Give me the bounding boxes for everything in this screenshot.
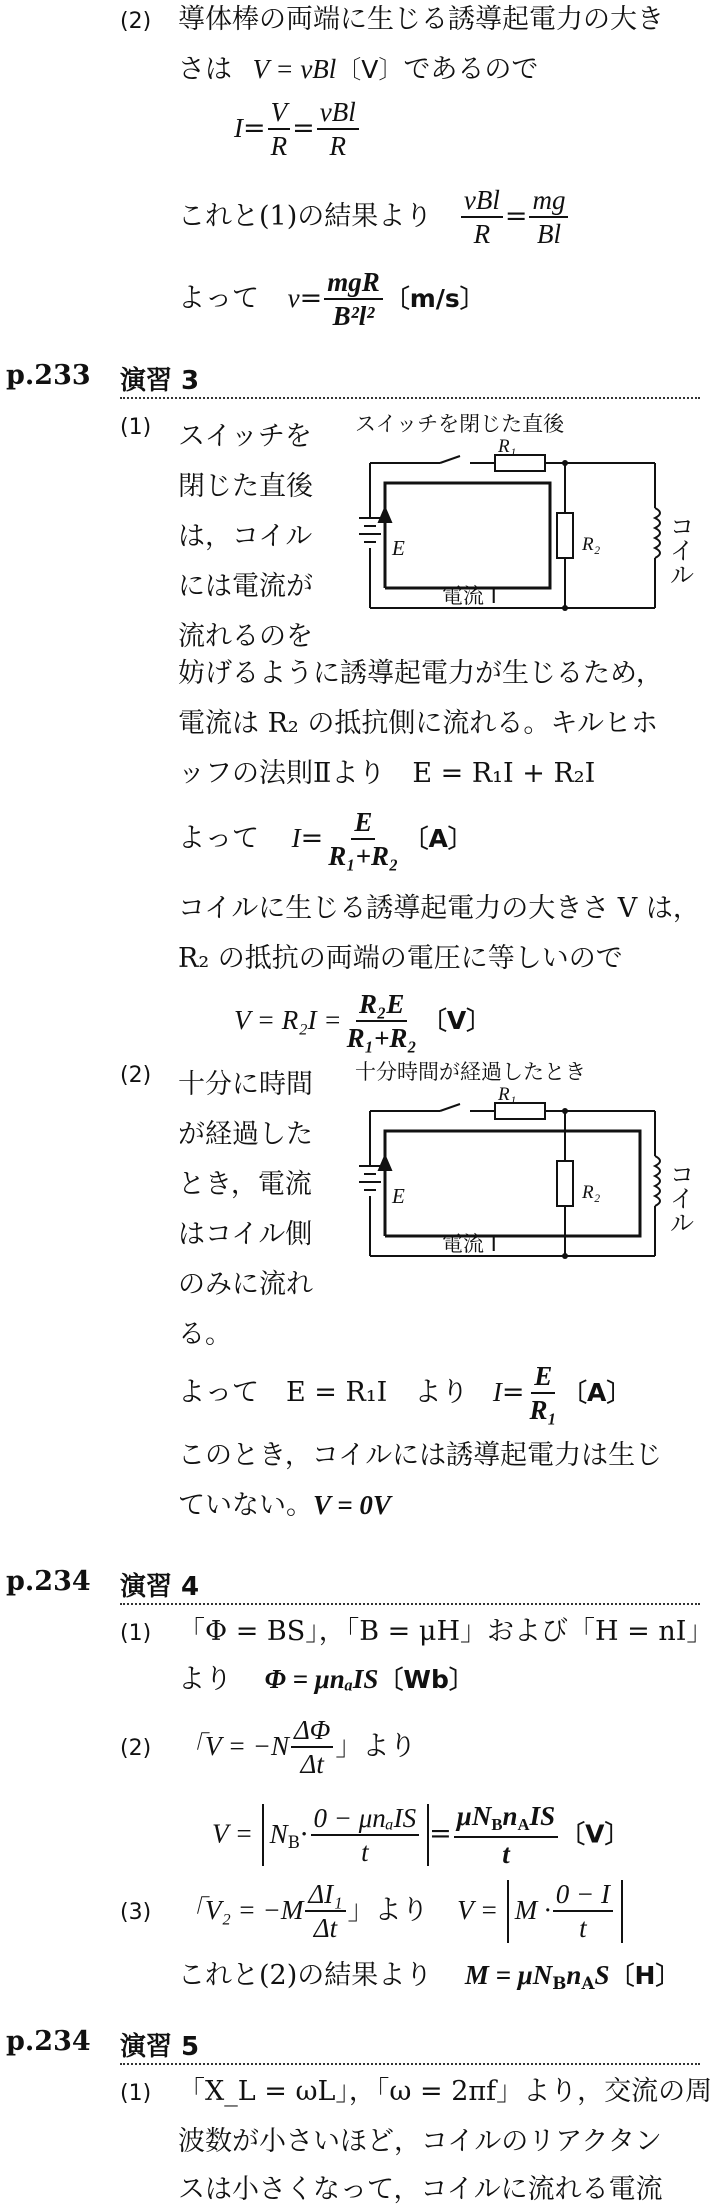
equation-emf: $V = N_B\cdot$ $\frac{\text{0 − μnₐIS}}{t}$ = $\frac{\mu N_Bn_AIS}{t}$ 〔V〕 [212,1801,630,1869]
item-number: (1) [120,2081,152,2106]
label-E: E [392,1184,405,1208]
page-ref: p.233 [6,360,91,391]
label-E: E [392,536,405,560]
section-title: 演習 5 [120,2032,200,2062]
text-line: 電流は R₂ の抵抗側に流れる。キルヒホ [178,708,659,739]
section-divider [120,397,700,399]
label-coil: コ イ ル [670,1161,694,1237]
equation-line: 「V₂ = −M $\frac{\text{ΔI₁}}{\Delta t}$ 」より V = M · $\frac{0 - I}{t}$ [178,1880,623,1943]
text-line: ッフの法則Ⅱより E = R₁I + R₂I [178,758,596,789]
equation-voltage: V = R₂I = $\frac{\text{R₂E}}{\text{R₁+R₂}}$ 〔V〕 [234,989,492,1054]
text-column: 十分に時間 が経過した とき，電流 はコイル側 のみに流れ る。 [178,1069,313,1350]
text-line: 導体棒の両端に生じる誘導起電力の大き [178,4,664,35]
item-number: (2) [120,9,152,34]
figure-caption: 十分時間が経過したとき [355,1060,586,1084]
text-line: さは V = vBl〔V〕であるので [178,54,539,85]
equation-current: よって E = R₁I より I= $\frac{E}{\text{R₁}}$ 〔A〕 [178,1361,632,1426]
section-title: 演習 4 [120,1572,200,1602]
item-number: (1) [120,1621,152,1646]
label-R2: R₂ [582,1182,601,1203]
label-R1: R₁ [498,1084,517,1105]
text-line: コイルに生じる誘導起電力の大きさ V は， [178,893,700,924]
figure-caption: スイッチを閉じた直後 [355,412,565,436]
text-column: スイッチを 閉じた直後 は，コイル には電流が 流れるのを [178,421,313,652]
page-ref: p.234 [6,1566,91,1597]
circuit-diagram-switch-closed [355,438,685,628]
equation-velocity: よって v= $\frac{\text{mgR}}{\text{B²l²}}$ 〔m/s〕 [178,267,485,332]
equation-line: 「V = −N $\frac{\Delta\Phi}{\Delta t}$ 」より [178,1715,417,1780]
section-divider [120,1603,700,1605]
label-R1: R₁ [498,436,517,457]
text-line: 波数が小さいほど，コイルのリアクタン [178,2126,662,2157]
label-current: 電流 I [442,1232,497,1256]
text-line: 「X_L = ωL」，「ω = 2πf」より，交流の周 [178,2076,713,2107]
text-line: スは小さくなって，コイルに流れる電流 [178,2174,663,2205]
equation-mutual: これと(2)の結果より $M = \mu N_Bn_AS$〔H〕 [178,1960,681,1994]
equation-line: これと(1)の結果より $\frac{\text{vBl}}{R}$ = $\frac{mg}{Bl}$ [178,186,570,249]
item-number: (1) [120,415,152,440]
item-number: (2) [120,1736,152,1761]
section-title: 演習 3 [120,366,200,396]
label-coil: コ イ ル [670,513,694,589]
text-line: R₂ の抵抗の両端の電圧に等しいので [178,943,623,974]
text-line: 妨げるように誘導起電力が生じるため， [178,658,663,689]
text-line: 「Φ = BS」，「B = μH」および「H = nI」 [178,1616,714,1647]
equation-flux: より Φ = μnₐIS〔Wb〕 [178,1664,474,1695]
section-divider [120,2063,700,2065]
equation-current: I= $\frac{V}{R}$ = $\frac{\text{vBl}}{R}$ [234,98,361,161]
page-ref: p.234 [6,2026,91,2057]
label-R2: R₂ [582,534,601,555]
item-number: (2) [120,1063,152,1088]
label-current: 電流 I [442,584,497,608]
text-line: ていない。V = 0V [178,1490,391,1521]
equation-current: よって I= $\frac{E}{\text{R₁+R₂}}$ 〔A〕 [178,807,473,872]
item-number: (3) [120,1900,152,1925]
text-line: このとき，コイルには誘導起電力は生じ [178,1440,663,1471]
circuit-diagram-steady-state [355,1086,685,1276]
